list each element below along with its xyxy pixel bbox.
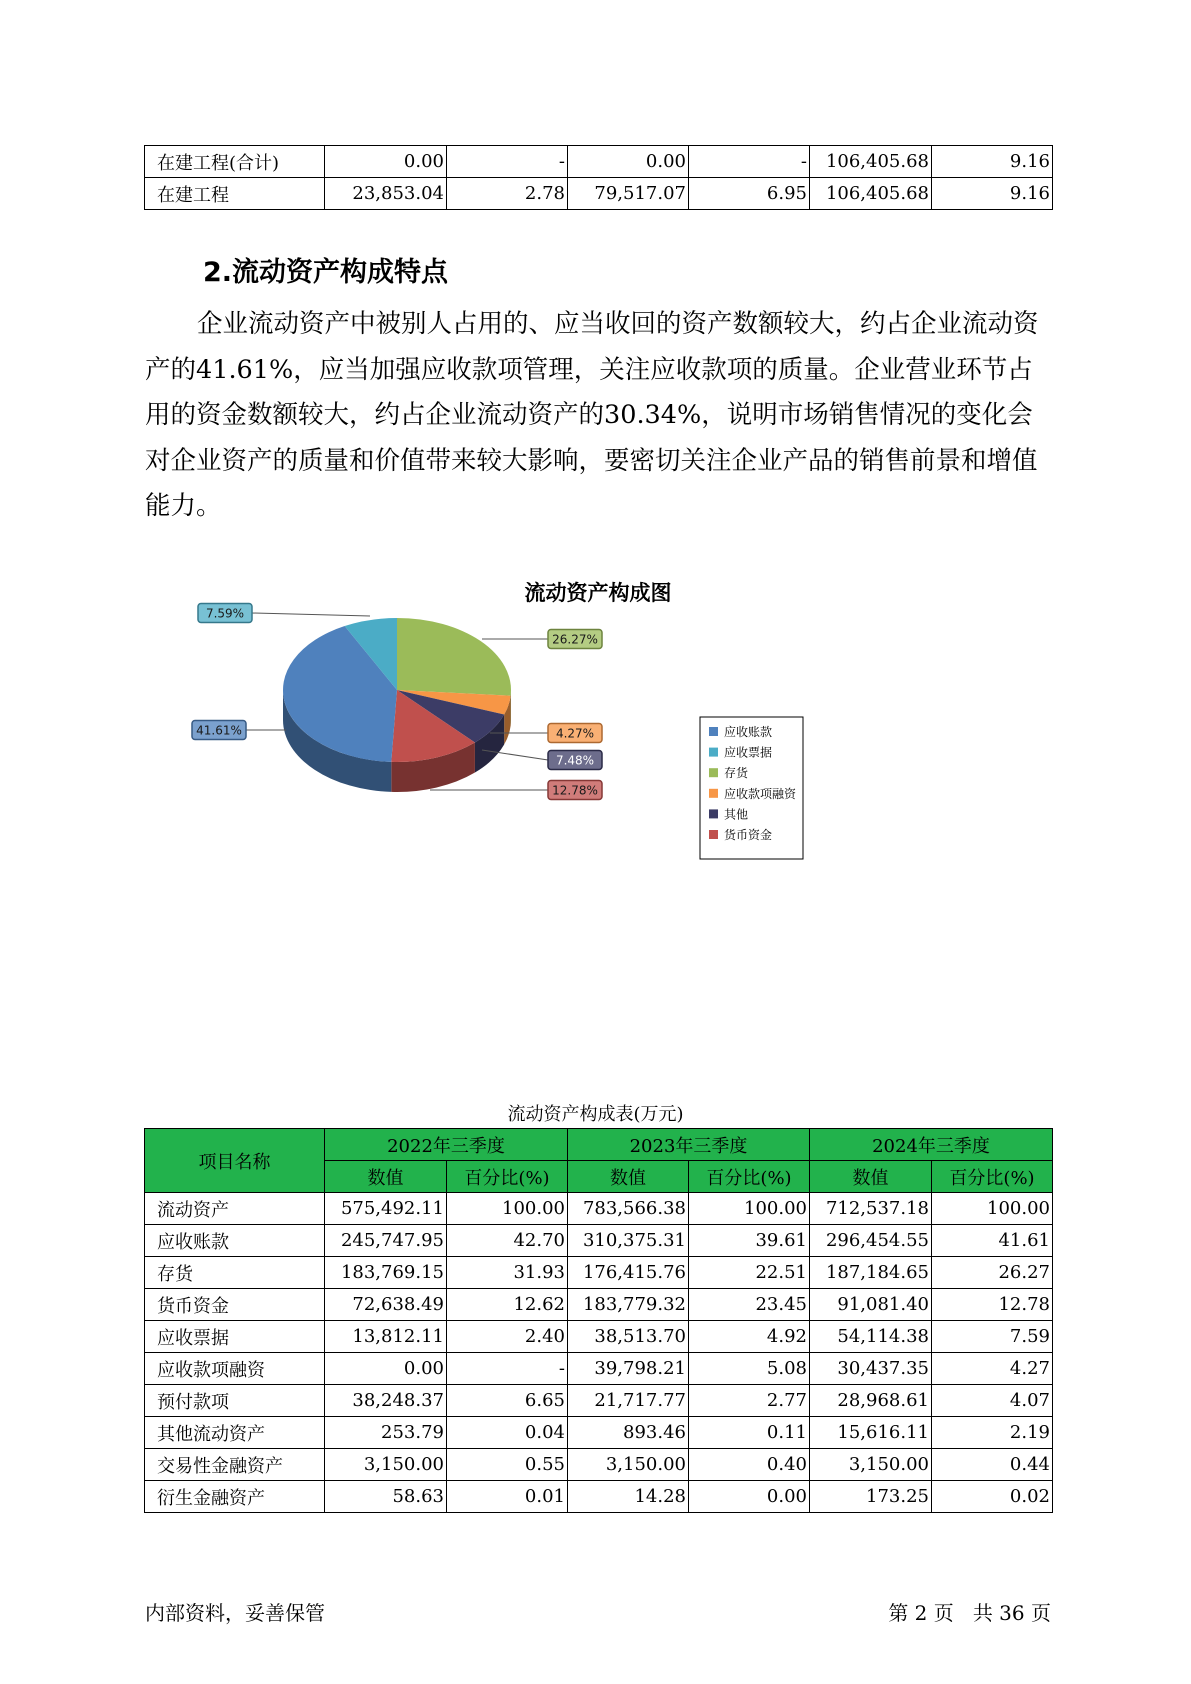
data-label: 12.78% <box>552 783 598 798</box>
table-cell: 12.62 <box>447 1289 568 1321</box>
header-pct: 百分比(%) <box>447 1161 568 1193</box>
table-cell: 4.07 <box>932 1385 1053 1417</box>
table-row <box>145 1193 1053 1225</box>
legend-swatch <box>709 809 718 818</box>
table-cell: 21,717.77 <box>568 1385 689 1417</box>
table-cell: 0.04 <box>447 1417 568 1449</box>
row-label: 预付款项 <box>145 1385 325 1417</box>
table-row <box>145 1385 1053 1417</box>
table-cell: 0.00 <box>689 1481 810 1513</box>
row-label: 在建工程 <box>145 178 325 210</box>
footer-confidential: 内部资料，妥善保管 <box>145 1601 325 1625</box>
chart-title: 流动资产构成图 <box>524 581 672 605</box>
table-cell: 39.61 <box>689 1225 810 1257</box>
table-cell: 183,779.32 <box>568 1289 689 1321</box>
pie-slices <box>283 618 511 792</box>
table-cell: 72,638.49 <box>325 1289 447 1321</box>
table-cell: 15,616.11 <box>810 1417 932 1449</box>
legend-label: 应收票据 <box>724 745 773 760</box>
row-label: 其他流动资产 <box>145 1417 325 1449</box>
section-heading: 2.流动资产构成特点 <box>203 257 449 288</box>
pie-slice-存货 <box>397 618 511 696</box>
table-cell: 0.00 <box>325 146 447 178</box>
table-cell: 253.79 <box>325 1417 447 1449</box>
table-row <box>145 146 1053 178</box>
table-cell: 9.16 <box>932 146 1053 178</box>
table-cell: 42.70 <box>447 1225 568 1257</box>
header-period-2023: 2023年三季度 <box>568 1129 810 1161</box>
table-cell: 3,150.00 <box>810 1449 932 1481</box>
header-pct: 百分比(%) <box>932 1161 1053 1193</box>
table-row <box>145 1449 1053 1481</box>
table-cell: 0.55 <box>447 1449 568 1481</box>
table-row <box>145 1257 1053 1289</box>
table-cell: 176,415.76 <box>568 1257 689 1289</box>
table-cell: 106,405.68 <box>810 146 932 178</box>
construction-table <box>144 145 1053 210</box>
table-cell: 38,248.37 <box>325 1385 447 1417</box>
table-cell: 4.92 <box>689 1321 810 1353</box>
table-cell: 296,454.55 <box>810 1225 932 1257</box>
data-label: 7.48% <box>555 753 595 768</box>
table-row <box>145 178 1053 210</box>
table-cell: 893.46 <box>568 1417 689 1449</box>
section-paragraph <box>145 302 1050 530</box>
header-period-2022: 2022年三季度 <box>325 1129 568 1161</box>
table-cell: 6.95 <box>689 178 810 210</box>
table-cell: 106,405.68 <box>810 178 932 210</box>
table-cell: - <box>689 146 810 178</box>
callout-line <box>252 613 370 616</box>
table-cell: 79,517.07 <box>568 178 689 210</box>
row-label: 应收账款 <box>145 1225 325 1257</box>
header-pct: 百分比(%) <box>689 1161 810 1193</box>
legend-label: 应收账款 <box>724 725 773 739</box>
legend-label: 应收款项融资 <box>724 786 797 801</box>
legend-label: 货币资金 <box>724 828 773 842</box>
data-label: 41.61% <box>196 723 242 738</box>
table-cell: 0.44 <box>932 1449 1053 1481</box>
header-period-2024: 2024年三季度 <box>810 1129 1053 1161</box>
table-cell: 2.77 <box>689 1385 810 1417</box>
row-label: 存货 <box>145 1257 325 1289</box>
chart-legend <box>700 717 803 859</box>
table-cell: 0.00 <box>568 146 689 178</box>
legend-swatch <box>709 727 718 736</box>
table-row <box>145 1353 1053 1385</box>
header-value: 数值 <box>568 1161 689 1193</box>
table-cell: 0.02 <box>932 1481 1053 1513</box>
table-cell: 0.11 <box>689 1417 810 1449</box>
pie-chart <box>140 560 840 860</box>
table-cell: - <box>447 1353 568 1385</box>
row-label: 货币资金 <box>145 1289 325 1321</box>
table-cell: 39,798.21 <box>568 1353 689 1385</box>
table-cell: 3,150.00 <box>325 1449 447 1481</box>
header-value: 数值 <box>810 1161 932 1193</box>
data-label: 4.27% <box>555 726 595 741</box>
table-cell: 7.59 <box>932 1321 1053 1353</box>
table-cell: 0.01 <box>447 1481 568 1513</box>
legend-swatch <box>709 789 718 798</box>
table-cell: 100.00 <box>689 1193 810 1225</box>
table-cell: 2.78 <box>447 178 568 210</box>
table-cell: 5.08 <box>689 1353 810 1385</box>
table-cell: 100.00 <box>932 1193 1053 1225</box>
table-cell: 0.40 <box>689 1449 810 1481</box>
row-label: 交易性金融资产 <box>145 1449 325 1481</box>
table-cell: 4.27 <box>932 1353 1053 1385</box>
row-label: 衍生金融资产 <box>145 1481 325 1513</box>
legend-swatch <box>709 768 718 777</box>
table-cell: 183,769.15 <box>325 1257 447 1289</box>
paragraph-text: 企业流动资产中被别人占用的、应当收回的资产数额较大，约占企业流动资产的41.61%，应当加强应收款项管理，关注应收款项的质量。企业营业环节占用的资金数额较大，约占企业流动资产的30.34%，说明市场销售情况的变化会对企业资产的质量和价值带来较大影响，要密切关注企业产品的销售前景和增值能力。 <box>145 309 1039 522</box>
table-cell: 2.19 <box>932 1417 1053 1449</box>
table-cell: 100.00 <box>447 1193 568 1225</box>
table-cell: 38,513.70 <box>568 1321 689 1353</box>
table-cell: 54,114.38 <box>810 1321 932 1353</box>
table-cell: 22.51 <box>689 1257 810 1289</box>
table-cell: 187,184.65 <box>810 1257 932 1289</box>
data-label: 26.27% <box>552 632 598 647</box>
data-label: 7.59% <box>205 606 245 621</box>
table-cell: 28,968.61 <box>810 1385 932 1417</box>
table-cell: 3,150.00 <box>568 1449 689 1481</box>
table-cell: 0.00 <box>325 1353 447 1385</box>
row-label: 应收票据 <box>145 1321 325 1353</box>
table-cell: 6.65 <box>447 1385 568 1417</box>
table-cell: 14.28 <box>568 1481 689 1513</box>
row-label: 流动资产 <box>145 1193 325 1225</box>
table-cell: 30,437.35 <box>810 1353 932 1385</box>
legend-swatch <box>709 748 718 757</box>
table-cell: 2.40 <box>447 1321 568 1353</box>
table-cell: 245,747.95 <box>325 1225 447 1257</box>
table-cell: 310,375.31 <box>568 1225 689 1257</box>
legend-swatch <box>709 830 718 839</box>
legend-label: 存货 <box>724 766 749 781</box>
table-cell: 31.93 <box>447 1257 568 1289</box>
table-cell: 783,566.38 <box>568 1193 689 1225</box>
row-label: 在建工程(合计) <box>145 146 325 178</box>
table-cell: 712,537.18 <box>810 1193 932 1225</box>
footer-page-number: 第 2 页 共 36 页 <box>888 1601 1051 1625</box>
table-row <box>145 1481 1053 1513</box>
table-row <box>145 1225 1053 1257</box>
table-cell: 12.78 <box>932 1289 1053 1321</box>
table-cell: 58.63 <box>325 1481 447 1513</box>
table-row <box>145 1321 1053 1353</box>
table-caption: 流动资产构成表(万元) <box>507 1104 684 1125</box>
table-cell: 91,081.40 <box>810 1289 932 1321</box>
legend-label: 其他 <box>724 807 749 822</box>
table-cell: 13,812.11 <box>325 1321 447 1353</box>
table-cell: 41.61 <box>932 1225 1053 1257</box>
table-row <box>145 1289 1053 1321</box>
header-item-name: 项目名称 <box>145 1129 325 1193</box>
table-cell: 23,853.04 <box>325 178 447 210</box>
table-cell: 575,492.11 <box>325 1193 447 1225</box>
table-cell: 26.27 <box>932 1257 1053 1289</box>
table-cell: 23.45 <box>689 1289 810 1321</box>
header-value: 数值 <box>325 1161 447 1193</box>
table-cell: 173.25 <box>810 1481 932 1513</box>
table-row <box>145 1417 1053 1449</box>
table-cell: - <box>447 146 568 178</box>
table-cell: 9.16 <box>932 178 1053 210</box>
row-label: 应收款项融资 <box>145 1353 325 1385</box>
current-assets-table <box>144 1128 1053 1513</box>
